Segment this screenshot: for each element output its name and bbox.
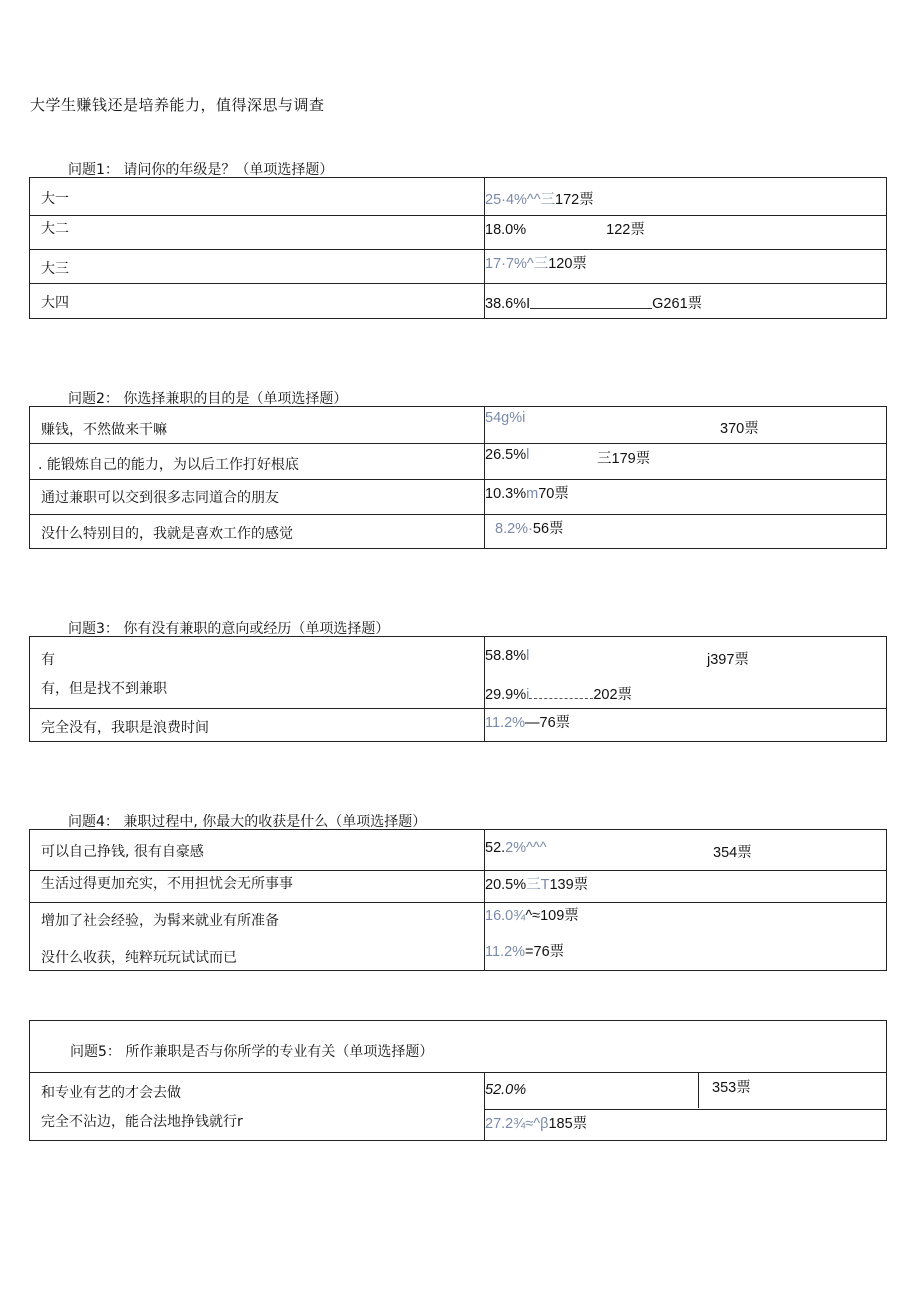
question-5-label: 问题5： 所作兼职是否与你所学的专业有关（单项选择题） [70, 1044, 434, 1060]
question-4-label: 问题4： 兼职过程中, 你最大的收获是什么（单项选择题） [68, 814, 427, 830]
table-row-result: 38.6%I G261票 [485, 296, 703, 312]
table-row-result: 29.9%i 202票 [485, 687, 633, 703]
table-row-option: 大一 [41, 191, 69, 207]
table-row-option: 大二 [41, 221, 69, 237]
table-row-option: 可以自己挣钱, 很有自豪感 [41, 844, 204, 860]
table-row-pct: 26.5%l [485, 447, 530, 463]
table-row-result: 27.2¾≈^β185票 [485, 1116, 588, 1132]
table-row-votes: 三179票 [597, 451, 651, 467]
table-row-result: 17·7%^三120票 [485, 256, 587, 272]
document-title: 大学生赚钱还是培养能力，值得深思与调查 [30, 96, 325, 114]
table-row-votes: 354票 [713, 845, 752, 861]
table-row-result: 16.0¾^≈109票 [485, 908, 579, 924]
table-row-option: 完全没有，我职是浪费时间 [41, 720, 209, 736]
table-row-option: 没什么特别目的，我就是喜欢工作的感觉 [41, 526, 293, 542]
question-2-table [29, 406, 887, 549]
result-bar [530, 300, 652, 309]
table-row-result: 25·4%^^三172票 [485, 192, 594, 208]
table-row-result: 20.5%三T139票 [485, 877, 589, 893]
table-row-option: 大三 [41, 261, 69, 277]
question-4-table [29, 829, 887, 971]
table-row-pct: 58.8%l [485, 648, 530, 664]
table-row-votes: 353票 [712, 1080, 751, 1096]
question-5-table [29, 1020, 887, 1141]
table-row-option: 通过兼职可以交到很多志同道合的朋友 [41, 490, 279, 506]
question-2-label: 问题2： 你选择兼职的目的是（单项选择题） [68, 391, 348, 407]
table-row-pct: 54g%i [485, 410, 526, 426]
result-bar [529, 692, 593, 699]
table-row-result: 10.3%m70票 [485, 486, 569, 502]
question-1-table [29, 177, 887, 319]
table-row-result: 8.2%·56票 [495, 521, 564, 537]
table-row-votes: 370票 [720, 421, 759, 437]
table-row-option: 没什么收获，纯粹玩玩试试而已 [41, 950, 237, 966]
table-row-option: 有 [41, 652, 55, 668]
table-row-votes: j397票 [707, 652, 749, 668]
table-row-option: 生活过得更加充实，不用担忧会无所事事 [41, 876, 293, 892]
table-row-option: 大四 [41, 295, 69, 311]
table-row-result: 11.2%—76票 [485, 715, 571, 731]
question-3-label: 问题3： 你有没有兼职的意向或经历（单项选择题） [68, 621, 390, 637]
table-row-option: 完全不沾边，能合法地挣钱就行r [41, 1114, 243, 1130]
table-row-pct: 52.2%^^^ [485, 840, 547, 856]
question-1-label: 问题1： 请问你的年级是？（单项选择题） [68, 162, 334, 178]
question-3-table [29, 636, 887, 742]
table-row-option: 有，但是找不到兼职 [41, 681, 167, 697]
table-row-option: 增加了社会经验，为髯来就业有所准备 [41, 913, 279, 929]
table-row-pct: 52.0% [485, 1082, 527, 1098]
table-row-result: 11.2%=76票 [485, 944, 565, 960]
table-row-option: . 能锻炼自己的能力，为以后工作打好根底 [38, 457, 299, 473]
table-row-result: 18.0% 122票 [485, 222, 645, 238]
table-row-option: 赚钱，不然做来干嘛 [41, 422, 167, 438]
table-row-option: 和专业有艺的才会去做 [41, 1085, 181, 1101]
